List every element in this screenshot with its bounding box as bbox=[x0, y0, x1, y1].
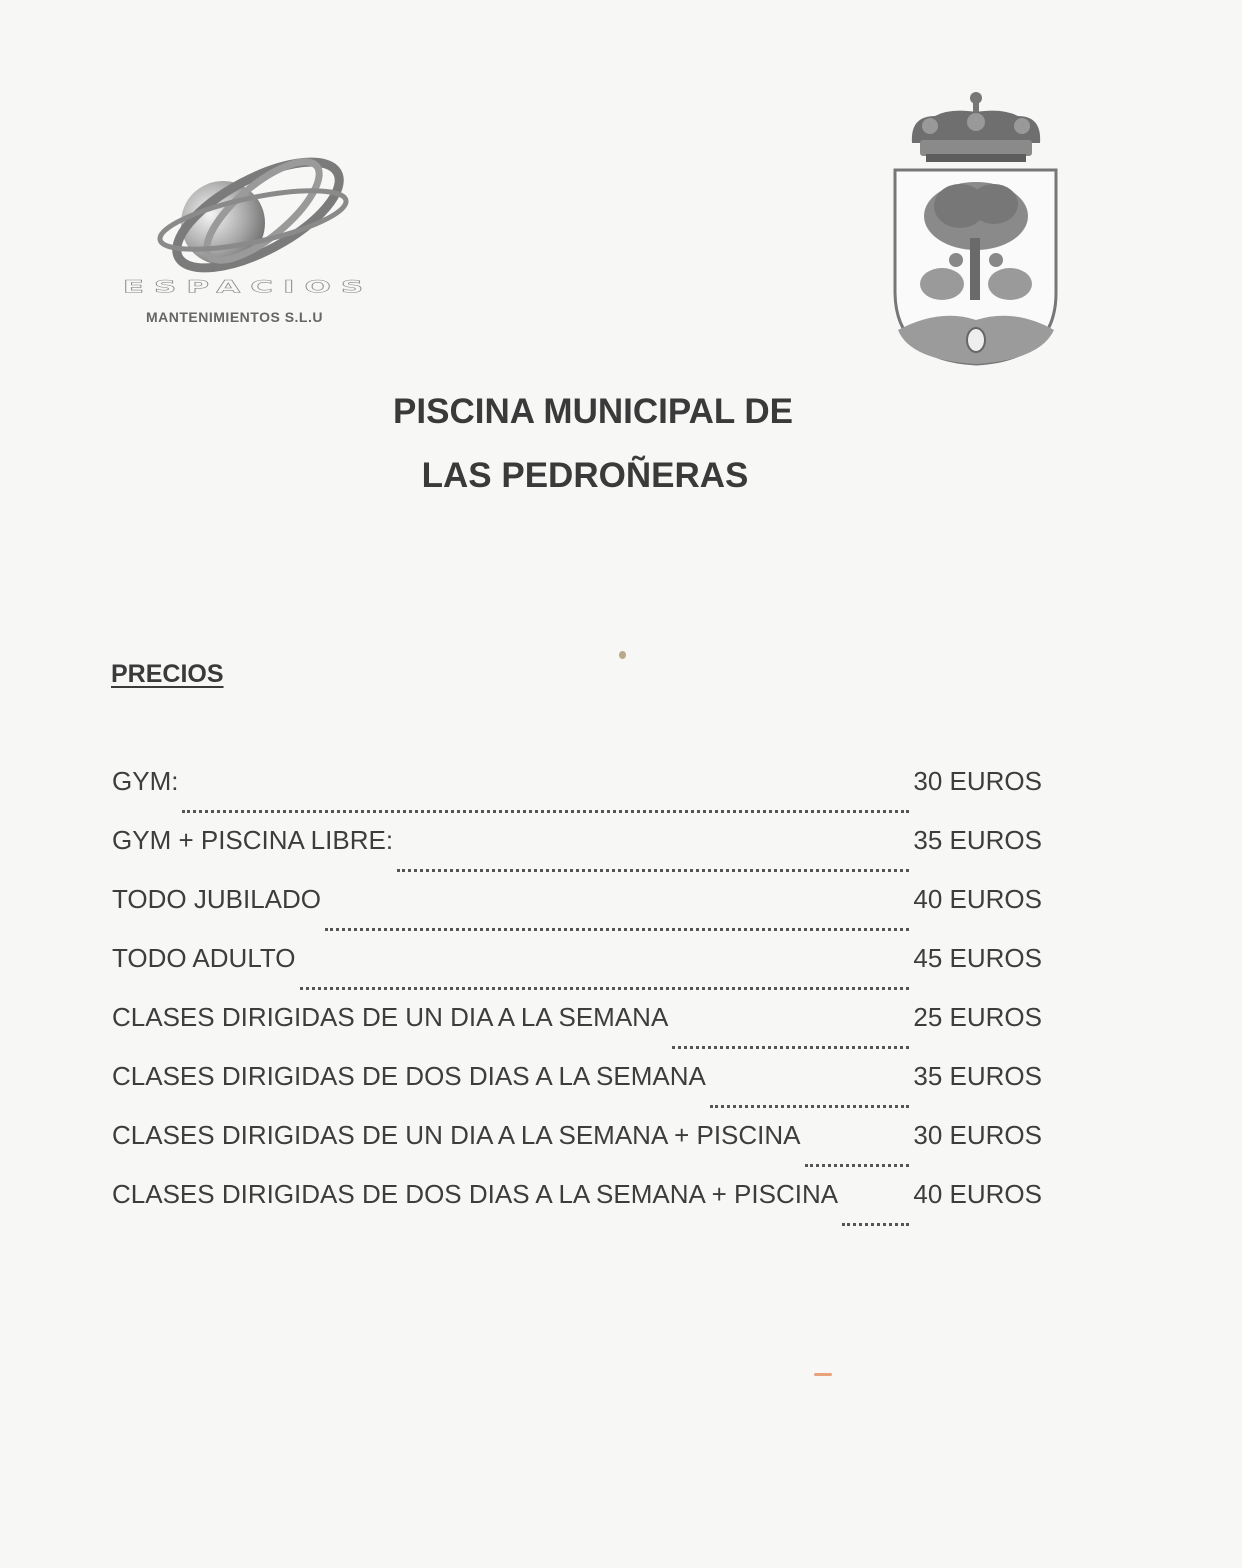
dot-leader bbox=[300, 987, 910, 990]
price-row bbox=[112, 1002, 1042, 1061]
dot-leader bbox=[672, 1046, 909, 1049]
price-value: 40 EUROS bbox=[913, 1179, 1042, 1209]
price-row bbox=[112, 943, 1042, 1002]
price-row bbox=[112, 884, 1042, 943]
dot-leader bbox=[842, 1223, 909, 1226]
price-value: 25 EUROS bbox=[913, 1002, 1042, 1032]
price-row bbox=[112, 1120, 1042, 1179]
price-row bbox=[112, 825, 1042, 884]
company-logo bbox=[108, 145, 398, 330]
price-list bbox=[112, 766, 1042, 1238]
price-label: CLASES DIRIGIDAS DE DOS DIAS A LA SEMANA bbox=[112, 1061, 706, 1091]
orbit-globe-icon bbox=[153, 145, 353, 280]
price-value: 35 EUROS bbox=[913, 825, 1042, 855]
dot-leader bbox=[710, 1105, 910, 1108]
price-row bbox=[112, 1179, 1042, 1238]
coat-of-arms-icon bbox=[890, 88, 1070, 373]
price-row bbox=[112, 1061, 1042, 1120]
price-label: GYM: bbox=[112, 766, 179, 796]
price-value: 30 EUROS bbox=[913, 1120, 1042, 1150]
company-wordmark: ESPACIOS bbox=[122, 277, 374, 297]
price-label: GYM + PISCINA LIBRE: bbox=[112, 825, 394, 855]
price-value: 40 EUROS bbox=[913, 884, 1042, 914]
price-value: 35 EUROS bbox=[913, 1061, 1042, 1091]
company-subtitle: MANTENIMIENTOS S.L.U bbox=[146, 309, 323, 325]
scan-speck bbox=[814, 1373, 832, 1376]
price-value: 45 EUROS bbox=[913, 943, 1042, 973]
dot-leader bbox=[325, 928, 909, 931]
price-label: TODO ADULTO bbox=[112, 943, 296, 973]
price-value: 30 EUROS bbox=[913, 766, 1042, 796]
price-label: CLASES DIRIGIDAS DE DOS DIAS A LA SEMANA + PISCINA bbox=[112, 1179, 839, 1209]
dot-leader bbox=[182, 810, 909, 813]
dot-leader bbox=[397, 869, 909, 872]
price-label: CLASES DIRIGIDAS DE UN DIA A LA SEMANA bbox=[112, 1002, 669, 1032]
price-row bbox=[112, 766, 1042, 825]
prices-heading: PRECIOS bbox=[111, 660, 224, 688]
price-label: TODO JUBILADO bbox=[112, 884, 322, 914]
page-title-line-2: LAS PEDROÑERAS bbox=[421, 456, 749, 495]
page-title-line-1: PISCINA MUNICIPAL DE bbox=[393, 392, 793, 431]
dot-leader bbox=[805, 1164, 910, 1167]
price-label: CLASES DIRIGIDAS DE UN DIA A LA SEMANA + PISCINA bbox=[112, 1120, 801, 1150]
scan-speck bbox=[619, 651, 626, 659]
